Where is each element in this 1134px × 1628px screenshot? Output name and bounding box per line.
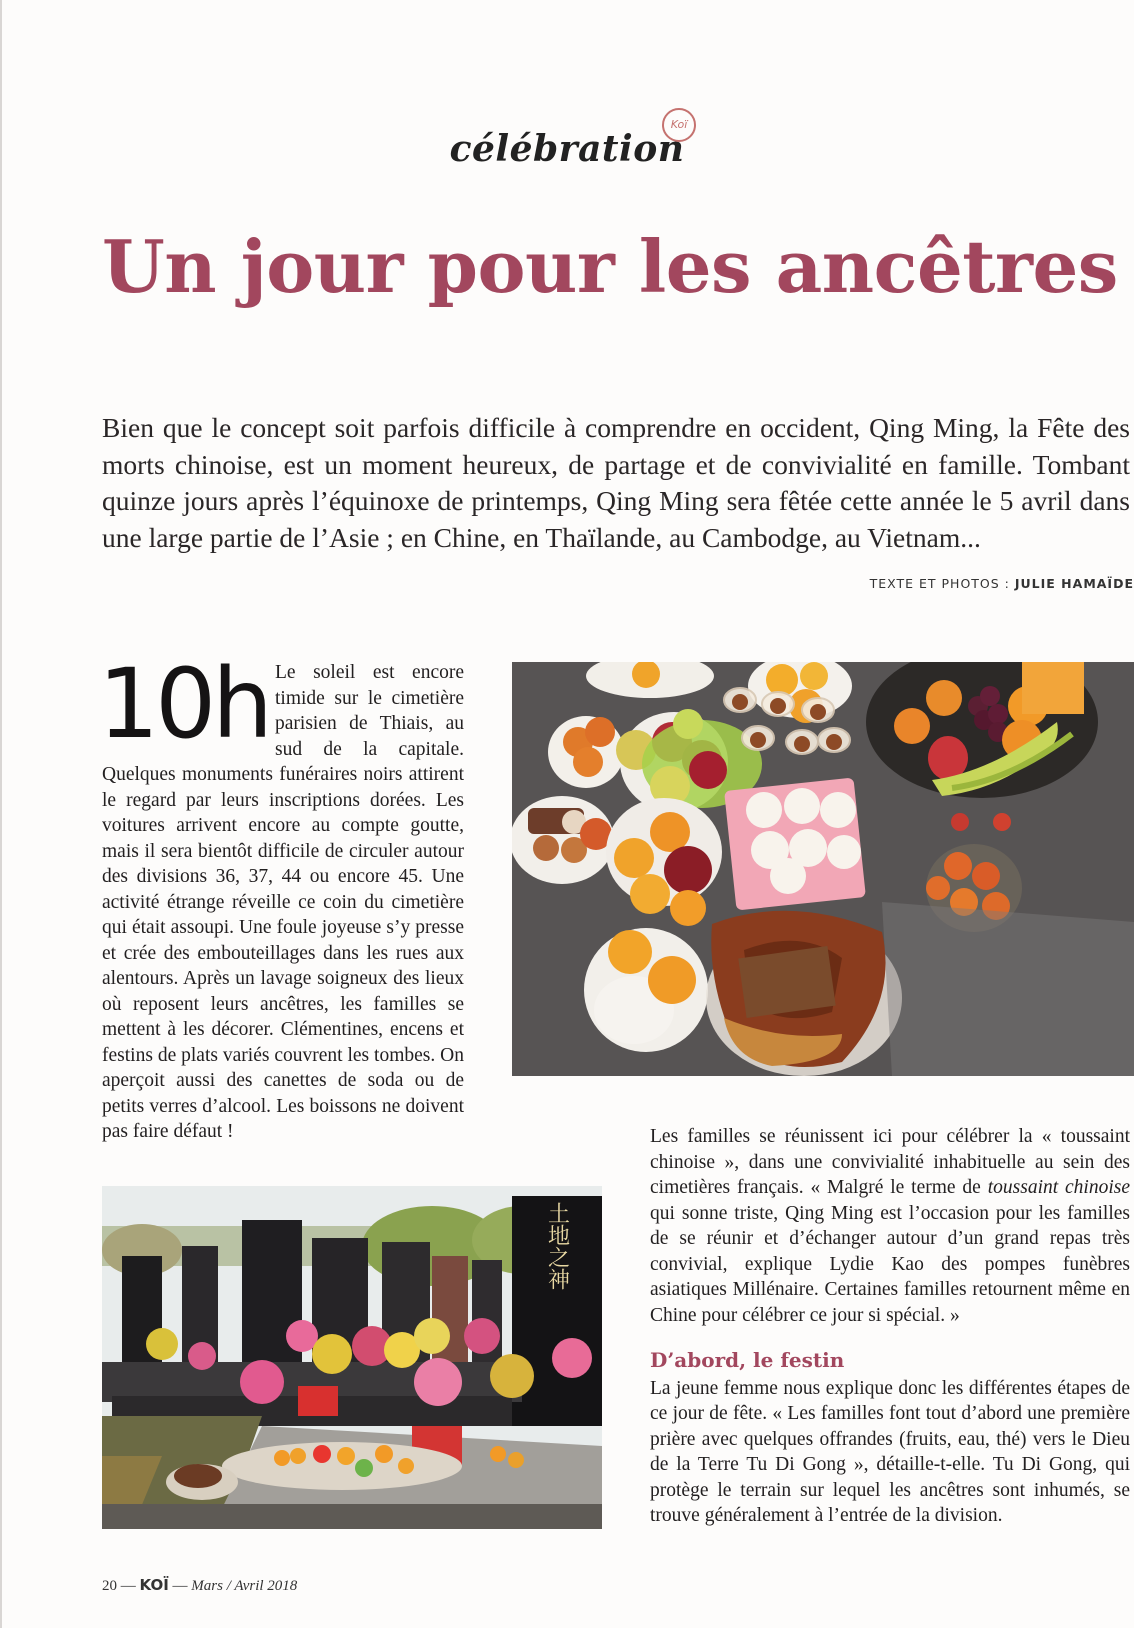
article-intro: Bien que le concept soit parfois difficile à comprendre en occident, Qing Ming, la Fête des morts chinoise, est un moment heureux, de partage et de convivialité en famille. Tombant quinze jours après l’équinoxe de printemps, Qing Ming sera fêtée cette année le 5 avril dans une large partie de l’Asie ; en Chine, en Thaïlande, au Cambodge, au Vietnam... [102, 412, 1130, 553]
body-paragraph-2: La jeune femme nous explique donc les différentes étapes de ce jour de fête. « Les familles font tout d’abord une première prière avec quelques offrandes (fruits, eau, thé) vers le Dieu de la Terre Tu Di Gong », détaille-t-elle. Tu Di Gong, qui protège le terrain sur lequel les ancêtres sont inhumés, se trouve généralement à l’entrée de la division. [650, 1377, 1130, 1526]
food-offerings-photo [512, 662, 1134, 1076]
body-column-left [98, 648, 464, 1145]
issue-date: Mars / Avril 2018 [191, 1578, 298, 1594]
photo-credit [734, 576, 1134, 591]
page-edge [0, 0, 2, 1628]
section-label: célébration [449, 128, 685, 170]
subheading: D’abord, le festin [650, 1348, 845, 1372]
koi-logo-badge: Koï [662, 108, 696, 142]
body-paragraph-1 [650, 1124, 1130, 1328]
body-text-col2-part-a: Les familles se réunissent ici pour célébrer la « toussaint chinoise », dans une convivialité inhabituelle au sein des cimetières français. « Malgré le terme de [650, 1126, 1130, 1198]
body-text-col1: Le soleil est encore timide sur le cimetière parisien de Thiais, au sud de la capitale. Quelques monuments funéraires noirs attirent le regard par leurs inscriptions dorées. Les voitures arrivent encore au compte goutte, mais il sera bientôt difficile de circuler autour des divisions 36, 37, 44 ou encore 45. Une activité étrange réveille ce coin du cimetière qui était assoupi. Une foule joyeuse s’y presse et crée des embouteillages dans les rues aux alentours. Après un lavage soigneux des lieux où reposent leurs ancêtres, les familles se mettent à les décorer. Clémentines, encens et festins de plats variés couvrent les tombes. On aperçoit aussi des canettes de soda ou de petits verres d’alcool. Les boissons ne doivent pas faire défaut ! [102, 662, 464, 1142]
body-text-emphasis: toussaint chinoise [987, 1177, 1131, 1198]
credit-author: JULIE HAMAÏDE [1014, 576, 1134, 591]
page-footer: 20 — KOÏ — Mars / Avril 2018 [102, 1576, 298, 1594]
article-title: Un jour pour les ancêtres [102, 224, 1118, 309]
body-column-right [650, 1124, 1130, 1529]
body-text-col2-part-b: qui sonne triste, Qing Ming est l’occasion pour les familles de se réunir et d’échanger autour d’un grand repas très convivial, explique Lydie Kao des pompes funèbres asiatiques Millénaire. Certaines familles retournent même en Chine pour célébrer ce jour si spécial. » [650, 1202, 1130, 1326]
dropcap: 10h [98, 648, 269, 760]
stele-inscription: 土地之神 [544, 1202, 570, 1290]
credit-label: TEXTE ET PHOTOS : [869, 576, 1010, 591]
page-number: 20 [102, 1578, 117, 1594]
cemetery-photo [102, 1186, 602, 1529]
magazine-name: KOÏ [139, 1576, 169, 1594]
